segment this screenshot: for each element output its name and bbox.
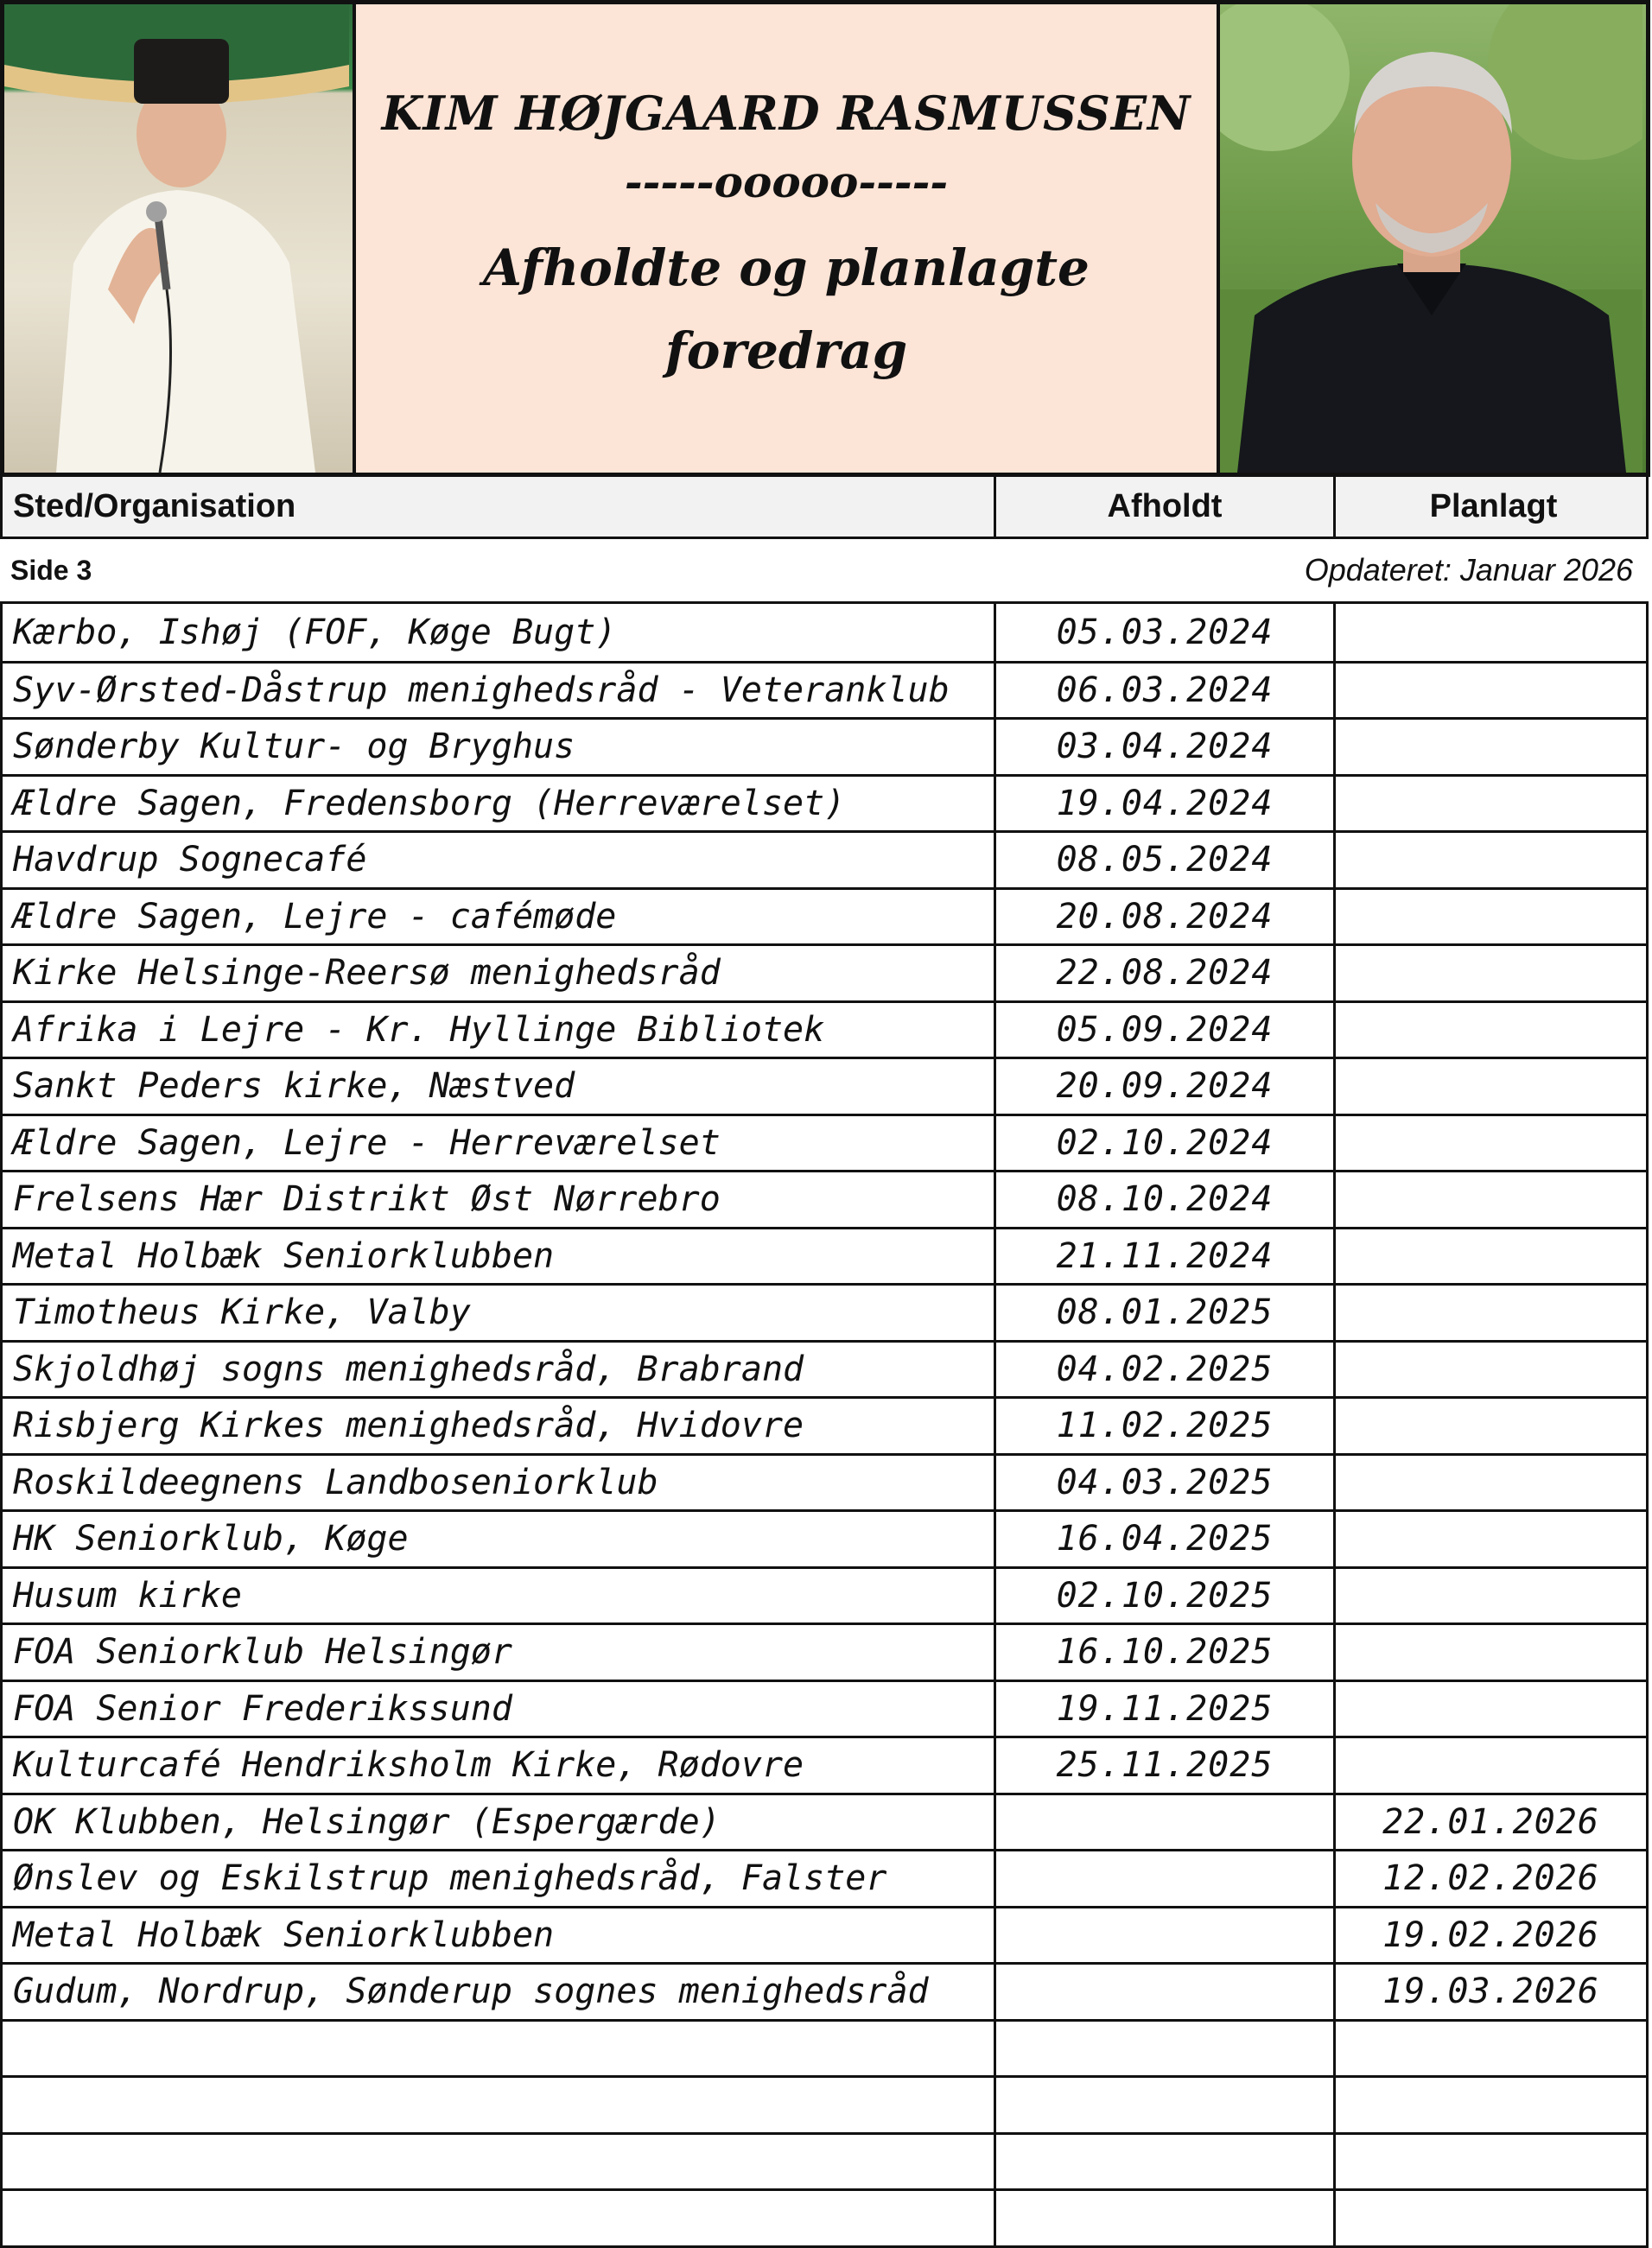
table-row: [3, 1566, 1646, 1623]
place-cell: Kærbo, Ishøj (FOF, Køge Bugt): [13, 612, 617, 652]
table-row: [3, 1283, 1646, 1340]
place-cell: Havdrup Sognecafé: [13, 840, 367, 880]
place-cell: Husum kirke: [13, 1575, 242, 1616]
place-cell: Frelsens Hær Distrikt Øst Nørrebro: [13, 1179, 721, 1220]
held-date-cell: 06.03.2024: [994, 664, 1333, 718]
held-date-cell: [994, 2191, 1333, 2245]
held-date-cell: [994, 2022, 1333, 2076]
subtitle-line-1: Afholdte og planlagte: [483, 238, 1090, 297]
table-row: [3, 1849, 1646, 1906]
place-cell: FOA Senior Frederikssund: [13, 1688, 512, 1729]
place-cell: Roskildeegnens Landboseniorklub: [13, 1462, 658, 1502]
place-cell: Timotheus Kirke, Valby: [13, 1292, 471, 1333]
place-cell: [3, 2191, 994, 2245]
held-date-cell: 02.10.2025: [994, 1569, 1333, 1623]
held-date-cell: [994, 2078, 1333, 2132]
table-column-header: [0, 477, 1649, 539]
place-cell: [3, 2078, 994, 2132]
table-row: [3, 1453, 1646, 1510]
portrait-man-icon: [1220, 4, 1642, 473]
table-row: [3, 887, 1646, 944]
title-separator: -----ooooo-----: [624, 156, 949, 207]
place-cell: Syv-Ørsted-Dåstrup menighedsråd - Veteranklub: [13, 670, 950, 710]
table-row: [3, 830, 1646, 887]
table-row: [3, 1906, 1646, 1963]
planned-date-cell: [1333, 946, 1646, 1000]
held-date-cell: 04.03.2025: [994, 1456, 1333, 1510]
page-header: [0, 0, 1650, 477]
table-row: [3, 1227, 1646, 1284]
held-date-cell: [994, 2135, 1333, 2189]
planned-date-cell: [1333, 1343, 1646, 1397]
planned-date-cell: [1333, 1172, 1646, 1227]
held-date-cell: 16.04.2025: [994, 1512, 1333, 1566]
table-row: [3, 2132, 1646, 2189]
place-cell: Skjoldhøj sogns menighedsråd, Brabrand: [13, 1349, 804, 1389]
held-date-cell: 04.02.2025: [994, 1343, 1333, 1397]
planned-date-cell: [1333, 1738, 1646, 1793]
planned-date-cell: 22.01.2026: [1333, 1795, 1646, 1850]
table-row: [3, 774, 1646, 831]
held-date-cell: 08.05.2024: [994, 833, 1333, 887]
table-row: [3, 717, 1646, 774]
column-header-planned: Planlagt: [1333, 477, 1651, 537]
place-cell: Ældre Sagen, Lejre - Herreværelset: [13, 1122, 721, 1163]
held-date-cell: 25.11.2025: [994, 1738, 1333, 1793]
held-date-cell: [994, 1908, 1333, 1963]
table-row: [3, 1962, 1646, 2019]
place-cell: Ældre Sagen, Lejre - cafémøde: [13, 896, 617, 937]
held-date-cell: 05.03.2024: [994, 604, 1333, 661]
table-row: [3, 1114, 1646, 1171]
held-date-cell: 22.08.2024: [994, 946, 1333, 1000]
planned-date-cell: [1333, 1456, 1646, 1510]
place-cell: Afrika i Lejre - Kr. Hyllinge Bibliotek: [13, 1009, 825, 1050]
planned-date-cell: [1333, 1286, 1646, 1340]
page-number: Side 3: [10, 554, 92, 586]
table-row: [3, 1396, 1646, 1453]
person-with-microphone-icon: [4, 4, 349, 473]
table-row: [3, 2188, 1646, 2245]
planned-date-cell: [1333, 1569, 1646, 1623]
column-header-place: Sted/Organisation: [13, 488, 296, 524]
table-row: [3, 943, 1646, 1000]
planned-date-cell: 12.02.2026: [1333, 1851, 1646, 1906]
place-cell: [3, 2022, 994, 2076]
held-date-cell: [994, 1795, 1333, 1850]
place-cell: OK Klubben, Helsingør (Espergærde): [13, 1801, 721, 1842]
planned-date-cell: [1333, 1399, 1646, 1453]
table-row: [3, 604, 1646, 661]
table-row: [3, 2075, 1646, 2132]
planned-date-cell: [1333, 1003, 1646, 1057]
held-date-cell: 19.04.2024: [994, 777, 1333, 831]
page-info-bar: [0, 539, 1649, 601]
place-cell: Metal Holbæk Seniorklubben: [13, 1915, 555, 1955]
subtitle-line-2: foredrag: [664, 321, 908, 380]
table-row: [3, 1622, 1646, 1680]
planned-date-cell: [1333, 833, 1646, 887]
place-cell: [3, 2135, 994, 2189]
place-cell: Metal Holbæk Seniorklubben: [13, 1235, 555, 1276]
lecture-table: [0, 601, 1649, 2248]
table-row: [3, 1793, 1646, 1850]
table-row: [3, 1736, 1646, 1793]
planned-date-cell: [1333, 1229, 1646, 1284]
held-date-cell: [994, 1965, 1333, 2019]
planned-date-cell: [1333, 664, 1646, 718]
updated-date: Opdateret: Januar 2026: [1304, 552, 1633, 587]
speaker-name: KIM HØJGAARD RASMUSSEN: [381, 85, 1191, 141]
table-row: [3, 661, 1646, 718]
place-cell: Sankt Peders kirke, Næstved: [13, 1066, 575, 1107]
table-row: [3, 2019, 1646, 2076]
held-date-cell: 16.10.2025: [994, 1625, 1333, 1680]
place-cell: Kulturcafé Hendriksholm Kirke, Rødovre: [13, 1745, 804, 1786]
held-date-cell: [994, 1851, 1333, 1906]
place-cell: Sønderby Kultur- og Bryghus: [13, 727, 575, 767]
planned-date-cell: [1333, 1059, 1646, 1114]
place-cell: Ældre Sagen, Fredensborg (Herreværelset): [13, 783, 846, 823]
place-cell: Kirke Helsinge-Reersø menighedsråd: [13, 953, 721, 994]
planned-date-cell: [1333, 890, 1646, 944]
planned-date-cell: [1333, 1116, 1646, 1171]
place-cell: FOA Seniorklub Helsingør: [13, 1632, 512, 1673]
planned-date-cell: [1333, 1512, 1646, 1566]
planned-date-cell: [1333, 2022, 1646, 2076]
held-date-cell: 08.10.2024: [994, 1172, 1333, 1227]
place-cell: Risbjerg Kirkes menighedsråd, Hvidovre: [13, 1406, 804, 1446]
planned-date-cell: 19.02.2026: [1333, 1908, 1646, 1963]
planned-date-cell: [1333, 604, 1646, 661]
held-date-cell: 21.11.2024: [994, 1229, 1333, 1284]
held-date-cell: 19.11.2025: [994, 1682, 1333, 1737]
title-panel: [356, 4, 1217, 473]
held-date-cell: 02.10.2024: [994, 1116, 1333, 1171]
planned-date-cell: [1333, 1682, 1646, 1737]
planned-date-cell: [1333, 2191, 1646, 2245]
planned-date-cell: 19.03.2026: [1333, 1965, 1646, 2019]
planned-date-cell: [1333, 1625, 1646, 1680]
column-header-held: Afholdt: [994, 477, 1333, 537]
place-cell: HK Seniorklub, Køge: [13, 1519, 409, 1559]
table-row: [3, 1509, 1646, 1566]
held-date-cell: 20.08.2024: [994, 890, 1333, 944]
speaker-photo-in-african-robe: [4, 4, 356, 473]
held-date-cell: 11.02.2025: [994, 1399, 1333, 1453]
planned-date-cell: [1333, 720, 1646, 774]
table-row: [3, 1000, 1646, 1057]
table-row: [3, 1340, 1646, 1397]
planned-date-cell: [1333, 2135, 1646, 2189]
table-row: [3, 1170, 1646, 1227]
held-date-cell: 03.04.2024: [994, 720, 1333, 774]
held-date-cell: 05.09.2024: [994, 1003, 1333, 1057]
table-row: [3, 1057, 1646, 1114]
table-row: [3, 1680, 1646, 1737]
planned-date-cell: [1333, 777, 1646, 831]
place-cell: Ønslev og Eskilstrup menighedsråd, Falster: [13, 1858, 887, 1899]
held-date-cell: 20.09.2024: [994, 1059, 1333, 1114]
speaker-portrait-photo: [1217, 4, 1646, 473]
place-cell: Gudum, Nordrup, Sønderup sognes menighedsråd: [13, 1972, 929, 2012]
planned-date-cell: [1333, 2078, 1646, 2132]
held-date-cell: 08.01.2025: [994, 1286, 1333, 1340]
